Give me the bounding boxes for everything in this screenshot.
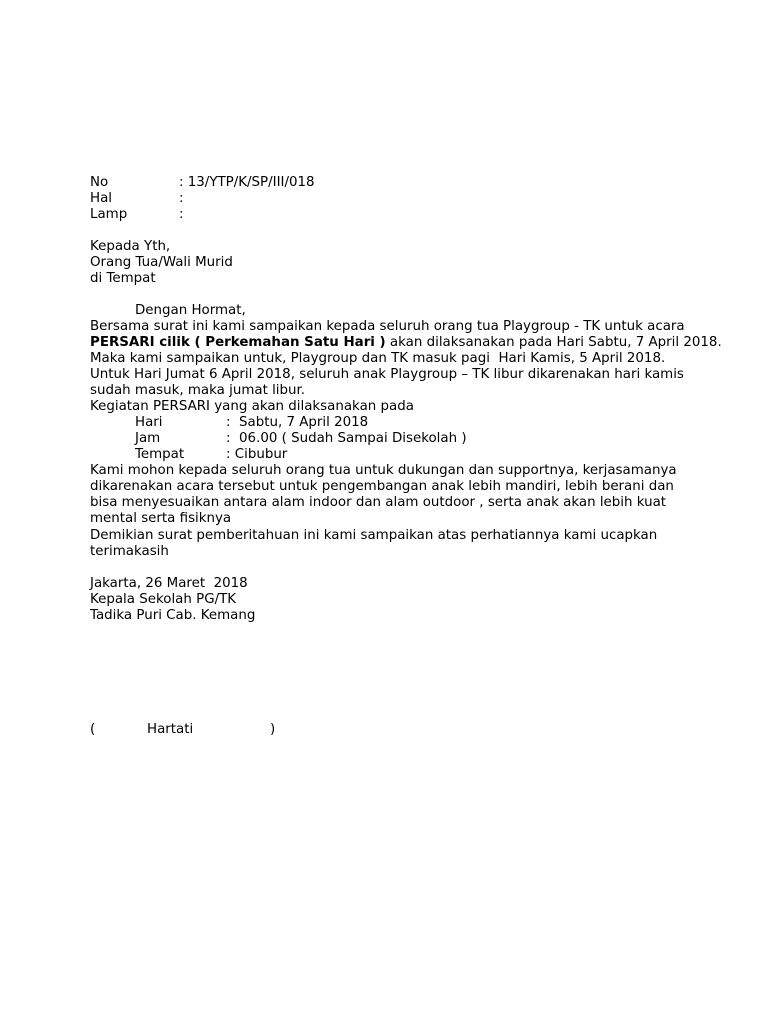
body-line: Bersama surat ini kami sampaikan kepada seluruh orang tua Playgroup - TK untuk acara xyxy=(90,319,685,334)
signer-position: Kepala Sekolah PG/TK xyxy=(90,592,237,607)
body-line: Maka kami sampaikan untuk, Playgroup dan TK masuk pagi Hari Kamis, 5 April 2018. xyxy=(90,351,666,366)
greeting: Dengan Hormat, xyxy=(135,303,246,318)
body-line: Untuk Hari Jumat 6 April 2018, seluruh anak Playgroup – TK libur dikarenakan hari kamis xyxy=(90,367,684,382)
meta-value-hal: : xyxy=(179,191,184,206)
event-name: PERSARI cilik ( Perkemahan Satu Hari ) xyxy=(90,335,386,350)
body-line: sudah masuk, maka jumat libur. xyxy=(90,383,306,398)
detail-value-hari: : Sabtu, 7 April 2018 xyxy=(226,415,369,430)
body-line: Demikian surat pemberitahuan ini kami sampaikan atas perhatiannya kami ucapkan xyxy=(90,528,658,543)
body-line: Kegiatan PERSARI yang akan dilaksanakan pada xyxy=(90,399,414,414)
body-line: bisa menyesuaikan antara alam indoor dan alam outdoor , serta anak akan lebih kuat xyxy=(90,495,667,510)
meta-label-hal: Hal xyxy=(90,191,112,206)
signature-open-paren: ( xyxy=(90,722,96,737)
place-date: Jakarta, 26 Maret 2018 xyxy=(90,576,248,591)
recipient-line: di Tempat xyxy=(90,271,156,286)
school-name: Tadika Puri Cab. Kemang xyxy=(90,608,256,623)
meta-value-lamp: : xyxy=(179,207,184,222)
body-line-rest: akan dilaksanakan pada Hari Sabtu, 7 April 2018. xyxy=(385,335,722,350)
recipient-line: Orang Tua/Wali Murid xyxy=(90,255,233,270)
body-line: mental serta fisiknya xyxy=(90,511,232,526)
body-line: dikarenakan acara tersebut untuk pengembangan anak lebih mandiri, lebih berani dan xyxy=(90,479,674,494)
detail-value-tempat: : Cibubur xyxy=(226,447,288,462)
detail-label-jam: Jam xyxy=(135,431,161,446)
signature-close-paren: ) xyxy=(270,722,276,737)
signer-name: Hartati xyxy=(147,722,194,737)
meta-label-no: No xyxy=(90,175,109,190)
body-line: Kami mohon kepada seluruh orang tua untuk dukungan dan supportnya, kerjasamanya xyxy=(90,463,677,478)
detail-value-jam: : 06.00 ( Sudah Sampai Disekolah ) xyxy=(226,431,467,446)
meta-label-lamp: Lamp xyxy=(90,207,128,222)
recipient-line: Kepada Yth, xyxy=(90,239,171,254)
body-line xyxy=(90,335,722,351)
detail-label-tempat: Tempat xyxy=(135,447,185,462)
body-line: terimakasih xyxy=(90,544,169,559)
detail-label-hari: Hari xyxy=(135,415,163,430)
meta-value-no: : 13/YTP/K/SP/III/018 xyxy=(179,175,315,190)
